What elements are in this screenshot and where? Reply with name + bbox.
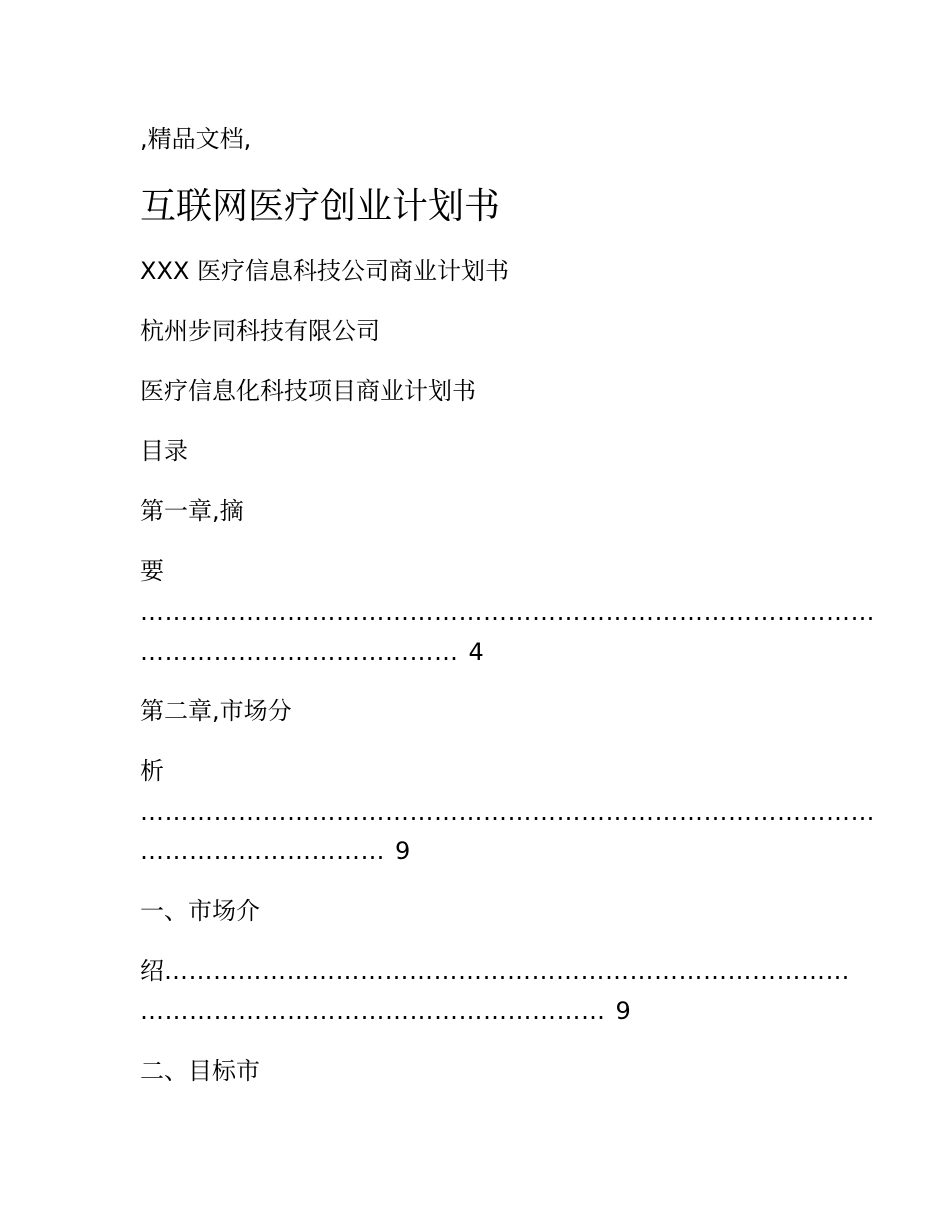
company-name: 杭州步同科技有限公司 [140, 317, 380, 345]
toc-leader-dots: ………………………………………………………………………… [164, 957, 850, 985]
toc-entry-3-label: 一、市场介 [140, 897, 260, 925]
toc-entry-1-leader: ……………………………………………………………………………… [140, 598, 875, 626]
toc-leader-dots: ………………………… [140, 837, 385, 865]
toc-entry-3-leader-end [140, 996, 631, 1026]
toc-leader-dots: ………………………………………………… [140, 997, 606, 1025]
toc-entry-1-label-cont: 要 [140, 557, 164, 585]
toc-entry-2-label: 第二章,市场分 [140, 697, 292, 725]
toc-page-number: 4 [468, 638, 484, 666]
toc-page-number: 9 [395, 837, 411, 865]
toc-entry-2-leader: ……………………………………………………………………………… [140, 798, 875, 826]
toc-entry-2-label-cont: 析 [140, 757, 164, 785]
toc-heading: 目录 [140, 437, 188, 465]
toc-entry-2-leader-end [140, 836, 410, 866]
toc-entry-4-label: 二、目标市 [140, 1057, 260, 1085]
project-subtitle: 医疗信息化科技项目商业计划书 [140, 377, 476, 405]
toc-leader-dots: ………………………………… [140, 638, 459, 666]
toc-entry-3-label-cont [140, 956, 850, 986]
header-mark: ,精品文档, [140, 125, 252, 153]
toc-label-char: 绍 [140, 957, 164, 985]
toc-entry-1-label: 第一章,摘 [140, 497, 244, 525]
document-title: 互联网医疗创业计划书 [140, 186, 501, 227]
toc-entry-1-leader-end [140, 637, 484, 667]
toc-page-number: 9 [615, 997, 631, 1025]
subtitle-line: XXX 医疗信息科技公司商业计划书 [140, 257, 509, 285]
